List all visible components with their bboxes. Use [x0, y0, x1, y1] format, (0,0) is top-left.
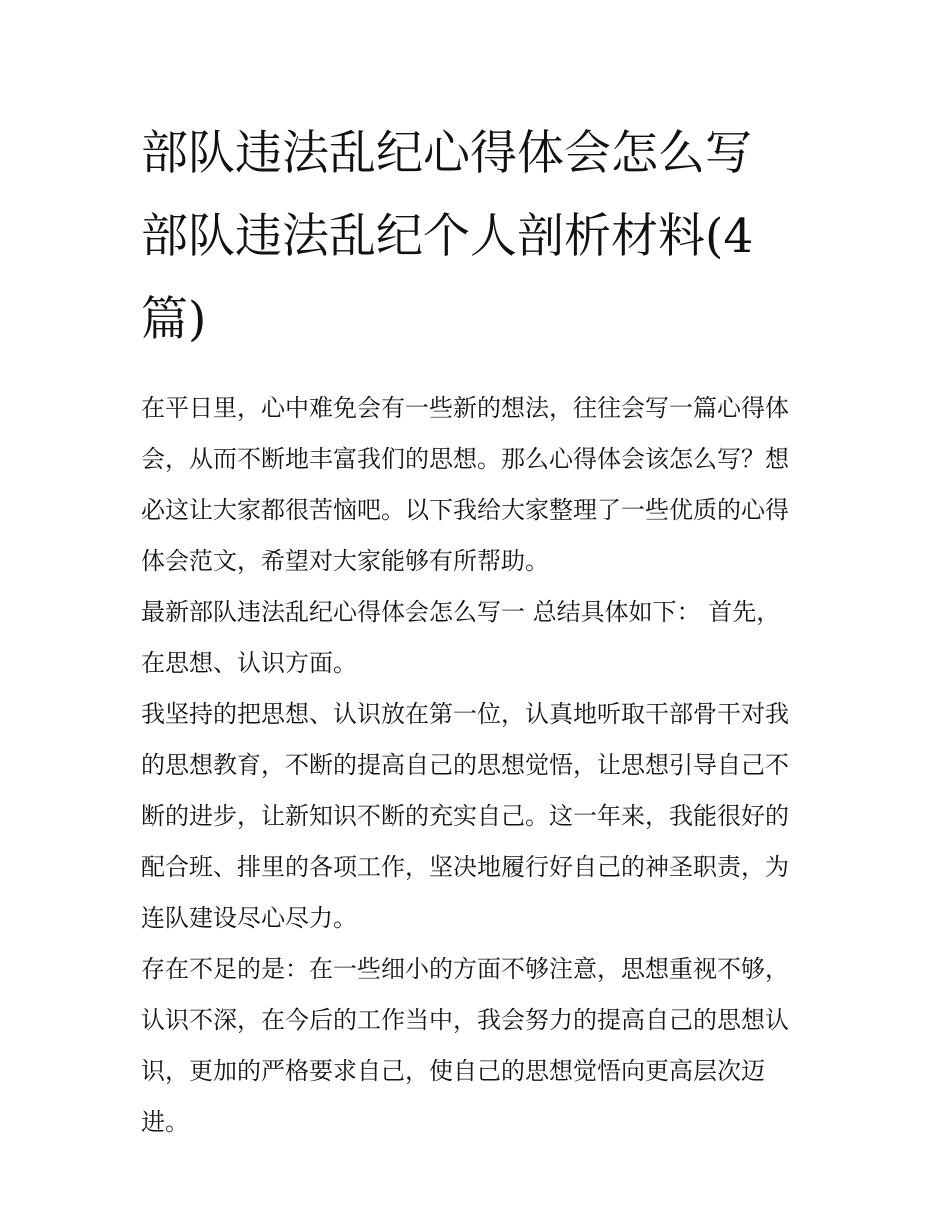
document-body — [141, 383, 816, 1148]
paragraph-line: 存在不足的是：在一些细小的方面不够注意，思想重视不够， — [141, 955, 789, 983]
paragraph-shortcomings — [141, 944, 816, 1148]
paragraph-line: 会，从而不断地丰富我们的思想。那么心得体会该怎么写？想 — [141, 445, 789, 473]
paragraph-intro — [141, 383, 816, 587]
title-line: 部队违法乱纪心得体会怎么写 — [141, 126, 752, 181]
title-line: 篇) — [141, 292, 207, 347]
paragraph-thought — [141, 689, 816, 944]
paragraph-line: 识，更加的严格要求自己，使自己的思想觉悟向更高层次迈 — [141, 1057, 765, 1085]
paragraph-line: 进。 — [141, 1108, 189, 1136]
title-line: 部队违法乱纪个人剖析材料(4 — [141, 209, 754, 264]
paragraph-line: 体会范文，希望对大家能够有所帮助。 — [141, 547, 549, 575]
paragraph-summary — [141, 587, 816, 689]
paragraph-line: 最新部队违法乱纪心得体会怎么写一 总结具体如下： 首先， — [141, 598, 781, 626]
paragraph-line: 我坚持的把思想、认识放在第一位，认真地听取干部骨干对我 — [141, 700, 789, 728]
paragraph-line: 必这让大家都很苦恼吧。以下我给大家整理了一些优质的心得 — [141, 496, 789, 524]
paragraph-line: 认识不深，在今后的工作当中，我会努力的提高自己的思想认 — [141, 1006, 789, 1034]
paragraph-line: 断的进步，让新知识不断的充实自己。这一年来，我能很好的 — [141, 802, 789, 830]
paragraph-line: 连队建设尽心尽力。 — [141, 904, 357, 932]
document-content — [141, 112, 816, 1148]
paragraph-line: 配合班、排里的各项工作，坚决地履行好自己的神圣职责，为 — [141, 853, 789, 881]
paragraph-line: 的思想教育，不断的提高自己的思想觉悟，让思想引导自己不 — [141, 751, 789, 779]
paragraph-line: 在平日里，心中难免会有一些新的想法，往往会写一篇心得体 — [141, 394, 789, 422]
paragraph-line: 在思想、认识方面。 — [141, 649, 357, 677]
document-title — [141, 112, 816, 361]
